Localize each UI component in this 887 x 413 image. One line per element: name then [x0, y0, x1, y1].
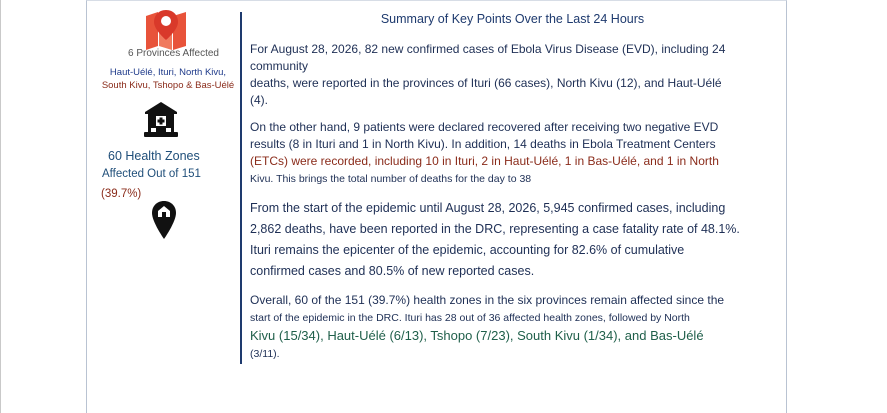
paragraph-health-zones	[250, 292, 775, 363]
para1-line-b: deaths, were reported in the provinces of Ituri (66 cases), North Kivu (12), and Haut-Uélé	[250, 76, 722, 90]
para2-line-b: results (8 in Ituri and 1 in North Kivu). In addition, 14 deaths in Ebola Treatment Centers	[250, 137, 716, 151]
location-pin-icon	[151, 200, 177, 240]
para4-line-b: start of the epidemic in the DRC. Ituri has 28 out of 36 affected health zones, followed by North	[250, 312, 690, 324]
para3-line-b: 2,862 deaths, have been reported in the DRC, representing a case fatality rate of 48.1%.	[250, 222, 740, 236]
provinces-list-line1: Haut-Uélé, Ituri, North Kivu,	[109, 67, 227, 78]
health-building-icon	[141, 100, 181, 140]
para1-line-a: For August 28, 2026, 82 new confirmed cases of Ebola Virus Disease (EVD), including 24 community	[250, 42, 726, 73]
para4-line-a: Overall, 60 of the 151 (39.7%) health zones in the six provinces remain affected since the	[250, 293, 725, 307]
para2-line-c: (ETCs) were recorded, including 10 in Ituri, 2 in Haut-Uélé, 1 in Bas-Uélé, and 1 in North	[250, 154, 719, 168]
para3-line-d: confirmed cases and 80.5% of new reported cases.	[250, 264, 535, 278]
health-zones-count: 60 Health Zones	[108, 149, 200, 163]
map-icon	[143, 6, 189, 50]
stats-sidebar	[96, 4, 236, 384]
provinces-affected-label: 6 Provinces Affected	[128, 48, 219, 59]
para2-line-d: Kivu. This brings the total number of deaths for the day to 38	[250, 173, 532, 185]
paragraph-cumulative	[250, 198, 775, 282]
provinces-list-line2: South Kivu, Tshopo & Bas-Uélé	[101, 80, 235, 91]
para2-line-a: On the other hand, 9 patients were declared recovered after receiving two negative EVD	[250, 120, 719, 134]
para1-line-c: (4).	[250, 93, 268, 107]
summary-content	[250, 12, 775, 373]
page-frame-edge	[0, 0, 1, 413]
paragraph-new-cases	[250, 41, 775, 109]
column-divider	[240, 12, 242, 364]
health-zones-percentage: (39.7%)	[101, 188, 142, 200]
provinces-list	[96, 66, 240, 92]
paragraph-recoveries-deaths	[250, 119, 775, 188]
para3-line-a: From the start of the epidemic until August 28, 2026, 5,945 confirmed cases, including	[250, 201, 726, 215]
para4-line-d: (3/11).	[250, 348, 280, 360]
summary-title: Summary of Key Points Over the Last 24 Hours	[380, 12, 645, 26]
para3-line-c: Ituri remains the epicenter of the epidemic, accounting for 82.6% of cumulative	[250, 243, 685, 257]
health-zones-affected: Affected Out of 151	[102, 168, 201, 180]
para4-line-c: Kivu (15/34), Haut-Uélé (6/13), Tshopo (7/23), South Kivu (1/34), and Bas-Uélé	[250, 328, 704, 343]
